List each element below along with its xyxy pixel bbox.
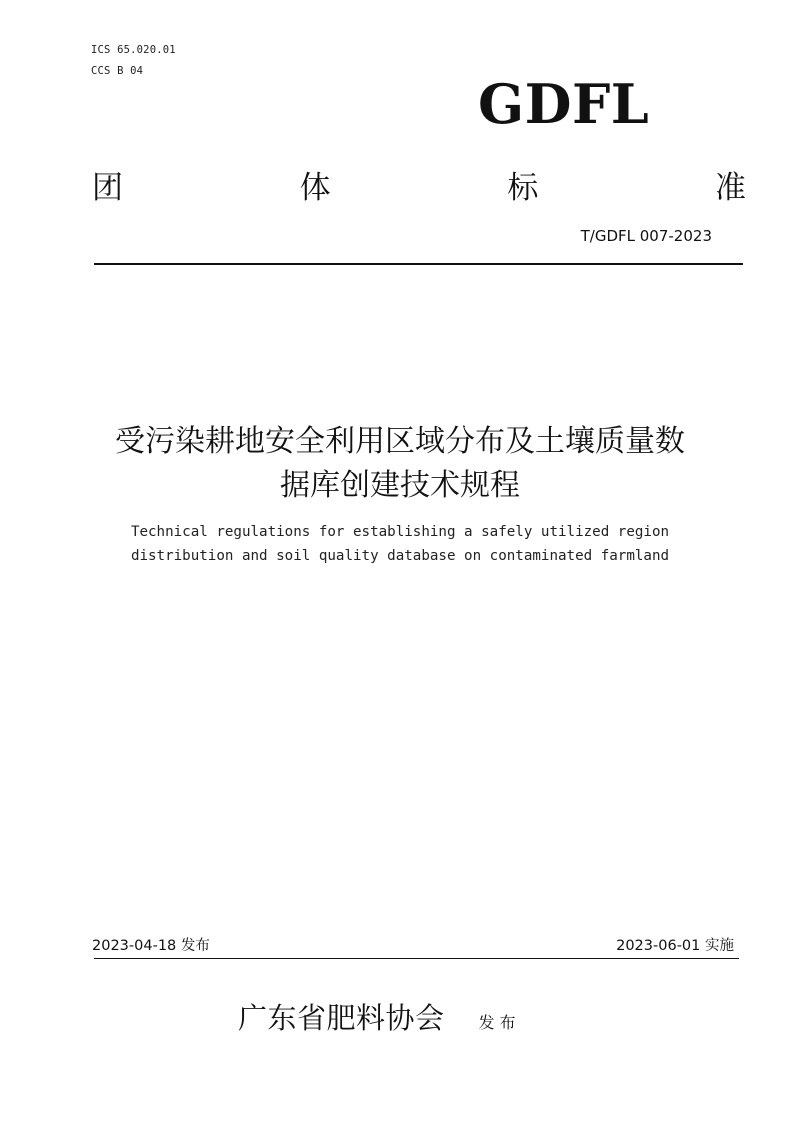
classification-codes — [91, 40, 176, 82]
publisher-line — [238, 998, 521, 1038]
title-english-line-2: distribution and soil quality database on contaminated farmland — [130, 548, 670, 564]
document-type-heading — [92, 166, 746, 210]
title-chinese — [40, 420, 760, 508]
implementation-date: 2023-06-01 实施 — [616, 938, 734, 954]
header-divider — [94, 263, 743, 265]
title-chinese-line-1: 受污染耕地安全利用区域分布及土壤质量数 — [115, 424, 685, 459]
footer-divider — [94, 958, 739, 959]
publisher-suffix: 发布 — [478, 1013, 521, 1032]
title-english-line-1: Technical regulations for establishing a safely utilized region — [130, 524, 670, 540]
doc-type-char-1: 团 — [92, 170, 123, 206]
ccs-code: CCS B 04 — [91, 65, 144, 77]
publisher-name: 广东省肥料协会 — [238, 1001, 445, 1035]
doc-type-char-3: 标 — [507, 170, 539, 206]
gdfl-logo: GDFL — [478, 72, 650, 136]
doc-type-char-4: 准 — [714, 170, 746, 206]
title-english — [40, 520, 760, 568]
title-chinese-line-2: 据库创建技术规程 — [280, 468, 520, 503]
standard-number: T/GDFL 007-2023 — [580, 227, 712, 245]
issue-date: 2023-04-18 发布 — [92, 938, 210, 954]
doc-type-char-2: 体 — [299, 170, 331, 206]
ics-code: ICS 65.020.01 — [91, 44, 176, 56]
